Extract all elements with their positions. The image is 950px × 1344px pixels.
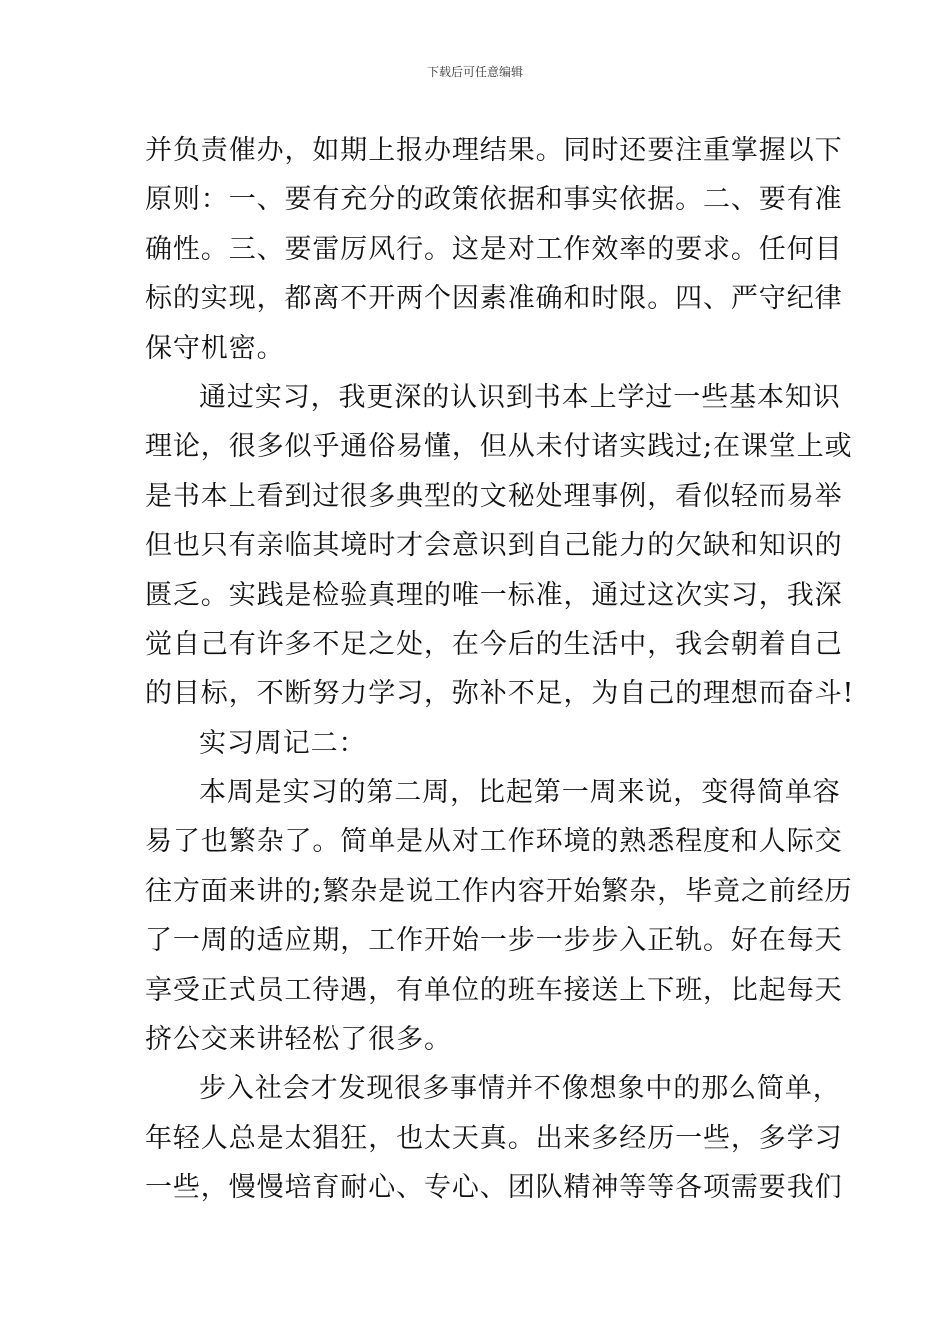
text-line: 理论，很多似乎通俗易懂，但从未付诸实践过;在课堂上或 — [145, 431, 853, 463]
text-line: 往方面来讲的;繁杂是说工作内容开始繁杂，毕竟之前经历 — [145, 875, 853, 907]
text-line: 了一周的适应期，工作开始一步一步步入正轨。好在每天 — [145, 925, 843, 957]
page-header: 下载后可任意编辑 — [426, 65, 523, 79]
text-line: 保守机密。 — [145, 332, 285, 364]
text-line: 匮乏。实践是检验真理的唯一标准，通过这次实习，我深 — [145, 579, 843, 611]
text-line: 标的实现，都离不开两个因素准确和时限。四、严守纪律 — [145, 283, 843, 315]
document-body — [145, 126, 855, 1213]
section-heading: 实习周记二： — [199, 727, 367, 759]
text-line: 是书本上看到过很多典型的文秘处理事例，看似轻而易举 — [145, 480, 843, 512]
text-line: 一些，慢慢培育耐心、专心、团队精神等等各项需要我们 — [145, 1172, 843, 1204]
text-line: 挤公交来讲轻松了很多。 — [145, 1024, 452, 1056]
text-line: 易了也繁杂了。简单是从对工作环境的熟悉程度和人际交 — [145, 826, 843, 858]
text-line: 步入社会才发现很多事情并不像想象中的那么简单， — [199, 1073, 841, 1105]
text-line: 享受正式员工待遇，有单位的班车接送上下班，比起每天 — [145, 974, 843, 1006]
text-line: 本周是实习的第二周，比起第一周来说，变得简单容 — [199, 777, 841, 809]
text-line: 通过实习，我更深的认识到书本上学过一些基本知识 — [199, 381, 841, 413]
text-line: 年轻人总是太猖狂，也太天真。出来多经历一些，多学习 — [145, 1122, 843, 1154]
text-line: 确性。三、要雷厉风行。这是对工作效率的要求。任何目 — [145, 233, 843, 265]
text-line: 觉自己有许多不足之处，在今后的生活中，我会朝着自己 — [145, 628, 843, 660]
text-line: 但也只有亲临其境时才会意识到自己能力的欠缺和知识的 — [145, 530, 843, 562]
text-line: 的目标，不断努力学习，弥补不足，为自己的理想而奋斗! — [145, 678, 855, 710]
text-line: 原则：一、要有充分的政策依据和事实依据。二、要有准 — [145, 184, 843, 216]
text-line: 并负责催办，如期上报办理结果。同时还要注重掌握以下 — [145, 135, 843, 166]
